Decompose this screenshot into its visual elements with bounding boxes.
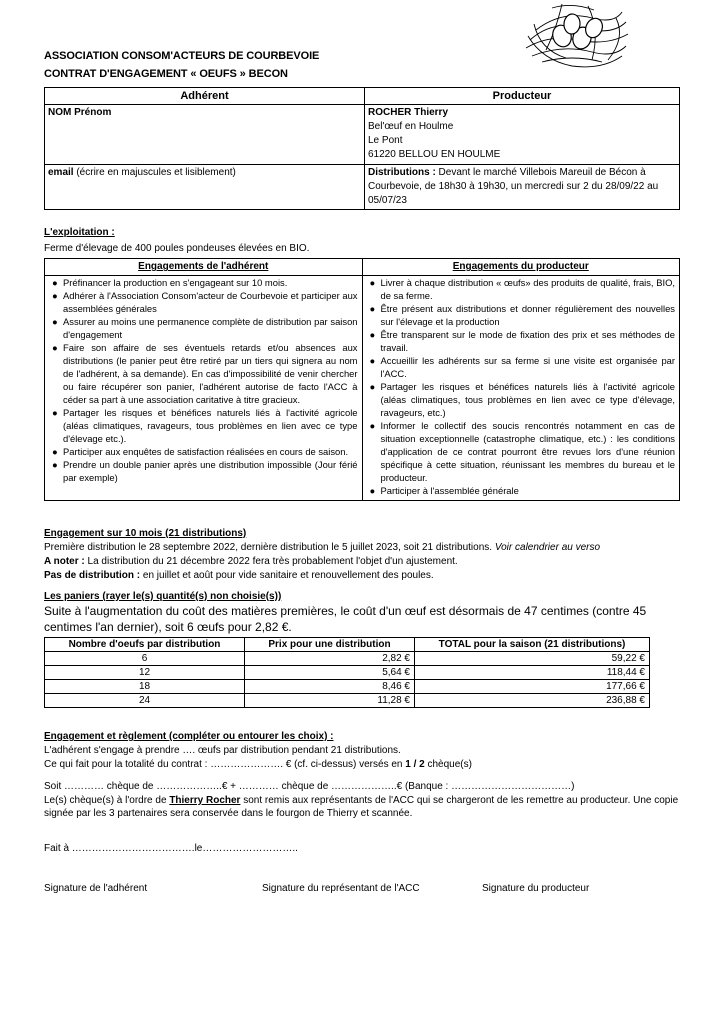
list-item: ● Être présent aux distributions et donner régulièrement des nouvelles sur l'élevage et la production (369, 303, 675, 328)
reglement-title: Engagement et règlement (compléter ou entourer les choix) : (44, 731, 334, 743)
producteur-header: Producteur (365, 87, 680, 104)
duree-line1: Première distribution le 28 septembre 2022, dernière distribution le 5 juillet 2023, soit 21 distributions. Voir calendrier au verso (44, 541, 601, 553)
nombre-cell: 24 (45, 694, 245, 708)
list-item: ● Faire son affaire de ses éventuels retards et/ou absences aux distributions (le panier peut être retiré par un tiers qui signera au nom de l'adhérent, à sa demande). En cas d'impossibilité de venir chercher ou faire récupérer son panier, l'adhérent autorise de facto l'ACC à céder sa part à une association caritative à titre gracieux. (52, 342, 358, 405)
prix-cell: 2,82 € (245, 652, 415, 666)
nombre-cell: 12 (45, 666, 245, 680)
reglement-line3[interactable]: Soit ………… chèque de ………………..€ + ………… chèque de ………………..€ (Banque : ………………………………) (44, 781, 575, 793)
email-cell[interactable] (45, 164, 365, 210)
list-item: ● Informer le collectif des soucis rencontrés notamment en cas de situation exceptionnelle (catastrophe climatique, etc.) : les conditions d'application de ce contrat pourront être revues lors d'une réunion spécifique à cette situation, réunissant les membres du bureau et le producteur. (369, 419, 675, 483)
association-title: ASSOCIATION CONSOM'ACTEURS DE COURBEVOIE (44, 50, 320, 62)
nombre-cell: 18 (45, 680, 245, 694)
table-row[interactable] (45, 694, 650, 708)
producer-address-line3: 61220 BELLOU EN HOULME (368, 149, 501, 161)
list-item: ● Préfinancer la production en s'engageant sur 10 mois. (52, 277, 288, 289)
adherent-engagements-list (49, 277, 358, 485)
reglement-line2[interactable]: Ce qui fait pour la totalité du contrat : …………………. € (cf. ci-dessus) versés en 1 / 2 chèque(s) (44, 759, 472, 771)
signature-acc: Signature du représentant de l'ACC (262, 883, 420, 895)
duree-title: Engagement sur 10 mois (21 distributions) (44, 527, 247, 539)
adherent-engagements-header: Engagements de l'adhérent (45, 259, 363, 276)
producteur-engagements-header: Engagements du producteur (362, 259, 680, 276)
producer-address-line1: Bel'œuf en Houlme (368, 121, 454, 133)
prix-cell: 5,64 € (245, 666, 415, 680)
distribution-label: Distributions : (368, 166, 436, 178)
list-item: ● Être transparent sur le mode de fixation des prix et ses méthodes de travail. (369, 329, 675, 354)
distribution-cell (365, 164, 680, 210)
duree-line2: A noter : La distribution du 21 décembre 2022 fera très probablement l'objet d'un ajustement. (44, 555, 458, 567)
signatures-row (44, 882, 680, 896)
producteur-engagements-cell (362, 276, 680, 500)
total-cell: 236,88 € (415, 694, 650, 708)
exploitation-text: Ferme d'élevage de 400 poules pondeuses élevées en BIO. (44, 243, 310, 255)
exploitation-title: L'exploitation : (44, 227, 115, 239)
table-row[interactable] (45, 652, 650, 666)
list-item: ● Participer à l'assemblée générale (369, 484, 519, 496)
price-table (44, 637, 650, 708)
parties-table (44, 87, 680, 211)
list-item: ● Partager les risques et bénéfices naturels liés à l'activité agricole (aléas climatiques, ravageurs, tous problèmes en lien avec ce type d'élevage etc.). (52, 406, 358, 444)
nom-label: NOM Prénom (48, 106, 112, 118)
list-item: ● Participer aux enquêtes de satisfaction réalisées en cours de saison. (52, 445, 349, 457)
total-cell: 59,22 € (415, 652, 650, 666)
signature-producteur: Signature du producteur (482, 883, 590, 895)
prix-cell: 11,28 € (245, 694, 415, 708)
adherent-header: Adhérent (45, 87, 365, 104)
total-cell: 118,44 € (415, 666, 650, 680)
list-item: ● Prendre un double panier après une distribution impossible (Jour férié par exemple) (52, 458, 358, 483)
list-item: ● Assurer au moins une permanence complète de distribution par saison d'engagement (52, 316, 358, 341)
email-note: (écrire en majuscules et lisiblement) (73, 166, 236, 178)
price-col-prix: Prix pour une distribution (245, 638, 415, 652)
fait-a-line[interactable]: Fait à ……………………………….le……………………….. (44, 843, 298, 855)
table-row[interactable] (45, 680, 650, 694)
list-item: ● Adhérer à l'Association Consom'acteur de Courbevoie et participer aux assemblées générales (52, 290, 358, 315)
reglement-line4: Le(s) chèque(s) à l'ordre de Thierry Rocher sont remis aux représentants de l'ACC qui se chargeront de les remettre au producteur. Une copie signée par les 3 partenaires sera conservée dans le fourgon de Thierry et scannée. (44, 795, 679, 820)
reglement-line1[interactable]: L'adhérent s'engage à prendre …. œufs par distribution pendant 21 distributions. (44, 745, 401, 757)
signature-adherent: Signature de l'adhérent (44, 883, 148, 895)
paniers-title: Les paniers (rayer le(s) quantité(s) non choisie(s)) (44, 590, 282, 602)
producer-name: ROCHER Thierry (368, 106, 449, 118)
nombre-cell: 6 (45, 652, 245, 666)
list-item: ● Accueillir les adhérents sur sa ferme si une visite est organisée par l'ACC. (369, 355, 675, 379)
contract-page (44, 22, 680, 896)
distribution-text: Devant le marché Villebois Mareuil de Bécon à Courbevoie, de 18h30 à 19h30, un mercredi sur 2 du 28/09/22 au 05/07/23 (368, 166, 659, 207)
price-col-total: TOTAL pour la saison (21 distributions) (415, 638, 650, 652)
producteur-engagements-list (367, 277, 676, 497)
list-item: ● Livrer à chaque distribution « œufs» des produits de qualité, frais, BIO, de sa ferme. (369, 277, 675, 302)
adherent-engagements-cell (45, 276, 363, 500)
duree-line3: Pas de distribution : en juillet et août pour vide sanitaire et renouvellement des poules. (44, 569, 434, 581)
list-item: ● Partager les risques et bénéfices naturels liés à l'activité agricole (aléas climatiques, tous problèmes en lien avec ce type d'élevage, ravageurs, etc.) (369, 380, 675, 418)
contract-title: CONTRAT D'ENGAGEMENT « OEUFS » BECON (44, 68, 288, 81)
paniers-text: Suite à l'augmentation du coût des matières premières, le coût d'un œuf est désormais de 47 centimes (contre 45 centimes l'an dernier), soit 6 œufs pour 2,82 €. (44, 603, 647, 634)
email-label: email (48, 166, 74, 178)
table-row[interactable] (45, 666, 650, 680)
producer-address-line2: Le Pont (368, 135, 403, 147)
total-cell: 177,66 € (415, 680, 650, 694)
prix-cell: 8,46 € (245, 680, 415, 694)
price-col-nombre: Nombre d'oeufs par distribution (45, 638, 245, 652)
engagements-table (44, 258, 680, 500)
nom-cell[interactable] (45, 104, 365, 164)
producer-info-cell (365, 104, 680, 164)
